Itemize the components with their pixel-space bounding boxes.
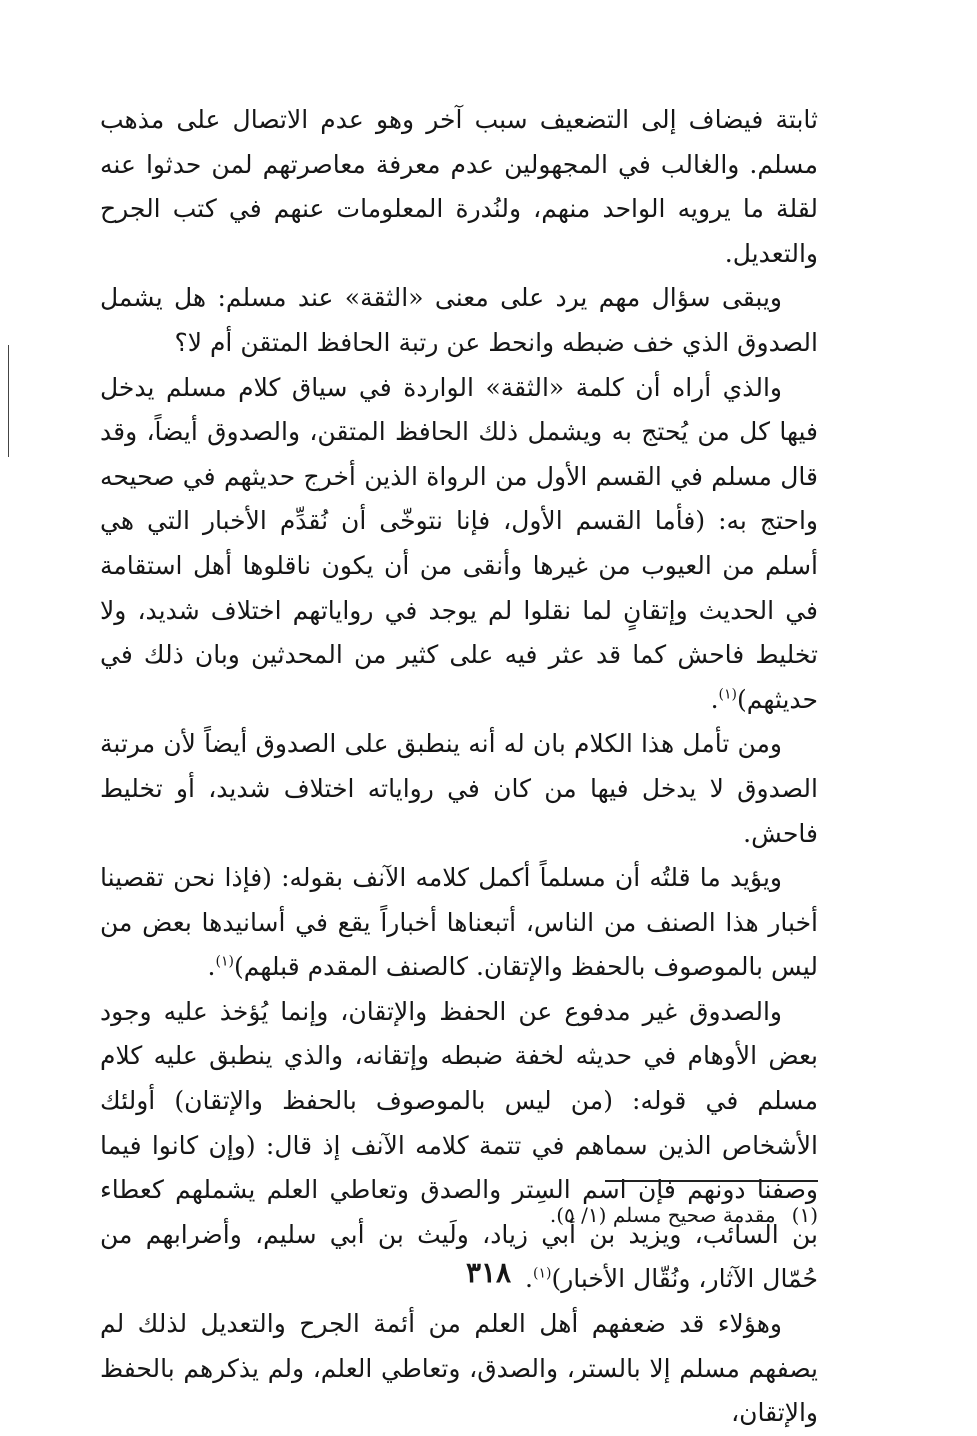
scan-margin-line xyxy=(8,345,9,457)
footnote-text: مقدمة صحيح مسلم (١/ ٥). xyxy=(549,1203,776,1227)
paragraph-1-text: ثابتة فيضاف إلى التضعيف سبب آخر وهو عدم الاتصال على مذهب مسلم. والغالب في المجهولين عدم معرفة معاصرتهم لمن حدثوا عنه لقلة ما يرويه الواحد منهم، ولنُدرة المعلومات عنهم في كتب الجرح والتعديل. xyxy=(100,105,818,268)
footnote-ref-2: (١) xyxy=(215,953,234,970)
paragraph-5 xyxy=(100,856,818,990)
paragraph-7-text: وهؤلاء قد ضعفهم أهل العلم من أئمة الجرح والتعديل لذلك لم يصفهم مسلم إلا بالستر، والصدق، وتعاطي العلم، ولم يذكرهم بالحفظ والإتقان، xyxy=(100,1309,818,1428)
paragraph-4-text: ومن تأمل هذا الكلام بان له أنه ينطبق على الصدوق أيضاً لأن مرتبة الصدوق لا يدخل فيها من كان في رواياته اختلاف شديد، أو تخليط فاحش. xyxy=(100,729,818,848)
footnote-separator xyxy=(605,1180,818,1182)
paragraph-2 xyxy=(100,276,818,365)
paragraph-3-text: والذي أراه أن كلمة «الثقة» الواردة في سياق كلام مسلم يدخل فيها كل من يُحتج به ويشمل ذلك الحافظ المتقن، والصدوق أيضاً، وقد قال مسلم في القسم الأول من الرواة الذين أخرج حديثهم في صحيحه واحتج به: (فأما القسم الأول، فإنا نتوخّى أن نُقدِّم الأخبار التي هي أسلم من العيوب من غيرها وأنقى من أن يكون ناقلوها أهل استقامة في الحديث وإتقانٍ لما نقلوا لم يوجد في رواياتهم اختلاف شديد، ولا تخليط فاحش كما قد عثر فيه على كثير من المحدثين وبان ذلك في حديثهم) xyxy=(100,372,818,714)
page-number: ٣١٨ xyxy=(465,1256,512,1289)
paragraph-5-tail: . xyxy=(207,952,216,982)
footnote xyxy=(100,1200,818,1230)
paragraph-6-text: والصدوق غير مدفوع عن الحفظ والإتقان، وإنما يُؤخذ عليه وجود بعض الأوهام في حديثه لخفة ضبطه وإتقانه، والذي ينطبق عليه كلام مسلم في قوله: (من ليس بالموصوف بالحفظ والإتقان) أولئك الأشخاص الذين سماهم في تتمة كلامه الآنف إذ قال: (وإن كانوا فيما وصفنا دونهم فإن اسم السِتر والصدق وتعاطي العلم يشملهم كعطاء بن السائب، ويزيد بن أبي زياد، ولَيث بن أبي سليم، وأضرابهم من حُمّال الآثار، ونُقّال الأخبار) xyxy=(100,996,818,1294)
footnote-ref-3: (١) xyxy=(532,1266,552,1283)
paragraph-5-text: ويؤيد ما قلتُه أن مسلماً أكمل كلامه الآنف بقوله: (فإذا نحن تقصينا أخبار هذا الصنف من الناس، أتبعناها أخباراً يقع في أسانيدها بعض من ليس بالموصوف بالحفظ والإتقان. كالصنف المقدم قبلهم) xyxy=(100,863,818,982)
paragraph-4 xyxy=(100,722,818,856)
paragraph-1 xyxy=(100,98,818,276)
paragraph-6-tail: . xyxy=(525,1264,533,1294)
footnote-number: (١) xyxy=(791,1203,818,1227)
paragraph-2-text: ويبقى سؤال مهم يرد على معنى «الثقة» عند مسلم: هل يشمل الصدوق الذي خف ضبطه وانحط عن رتبة الحافظ المتقن أم لا؟ xyxy=(100,283,818,357)
paragraph-7 xyxy=(100,1302,818,1436)
paragraph-3 xyxy=(100,366,818,723)
paragraph-3-tail: . xyxy=(710,684,719,714)
footnote-ref-1: (١) xyxy=(718,686,737,703)
main-text xyxy=(100,98,818,1436)
